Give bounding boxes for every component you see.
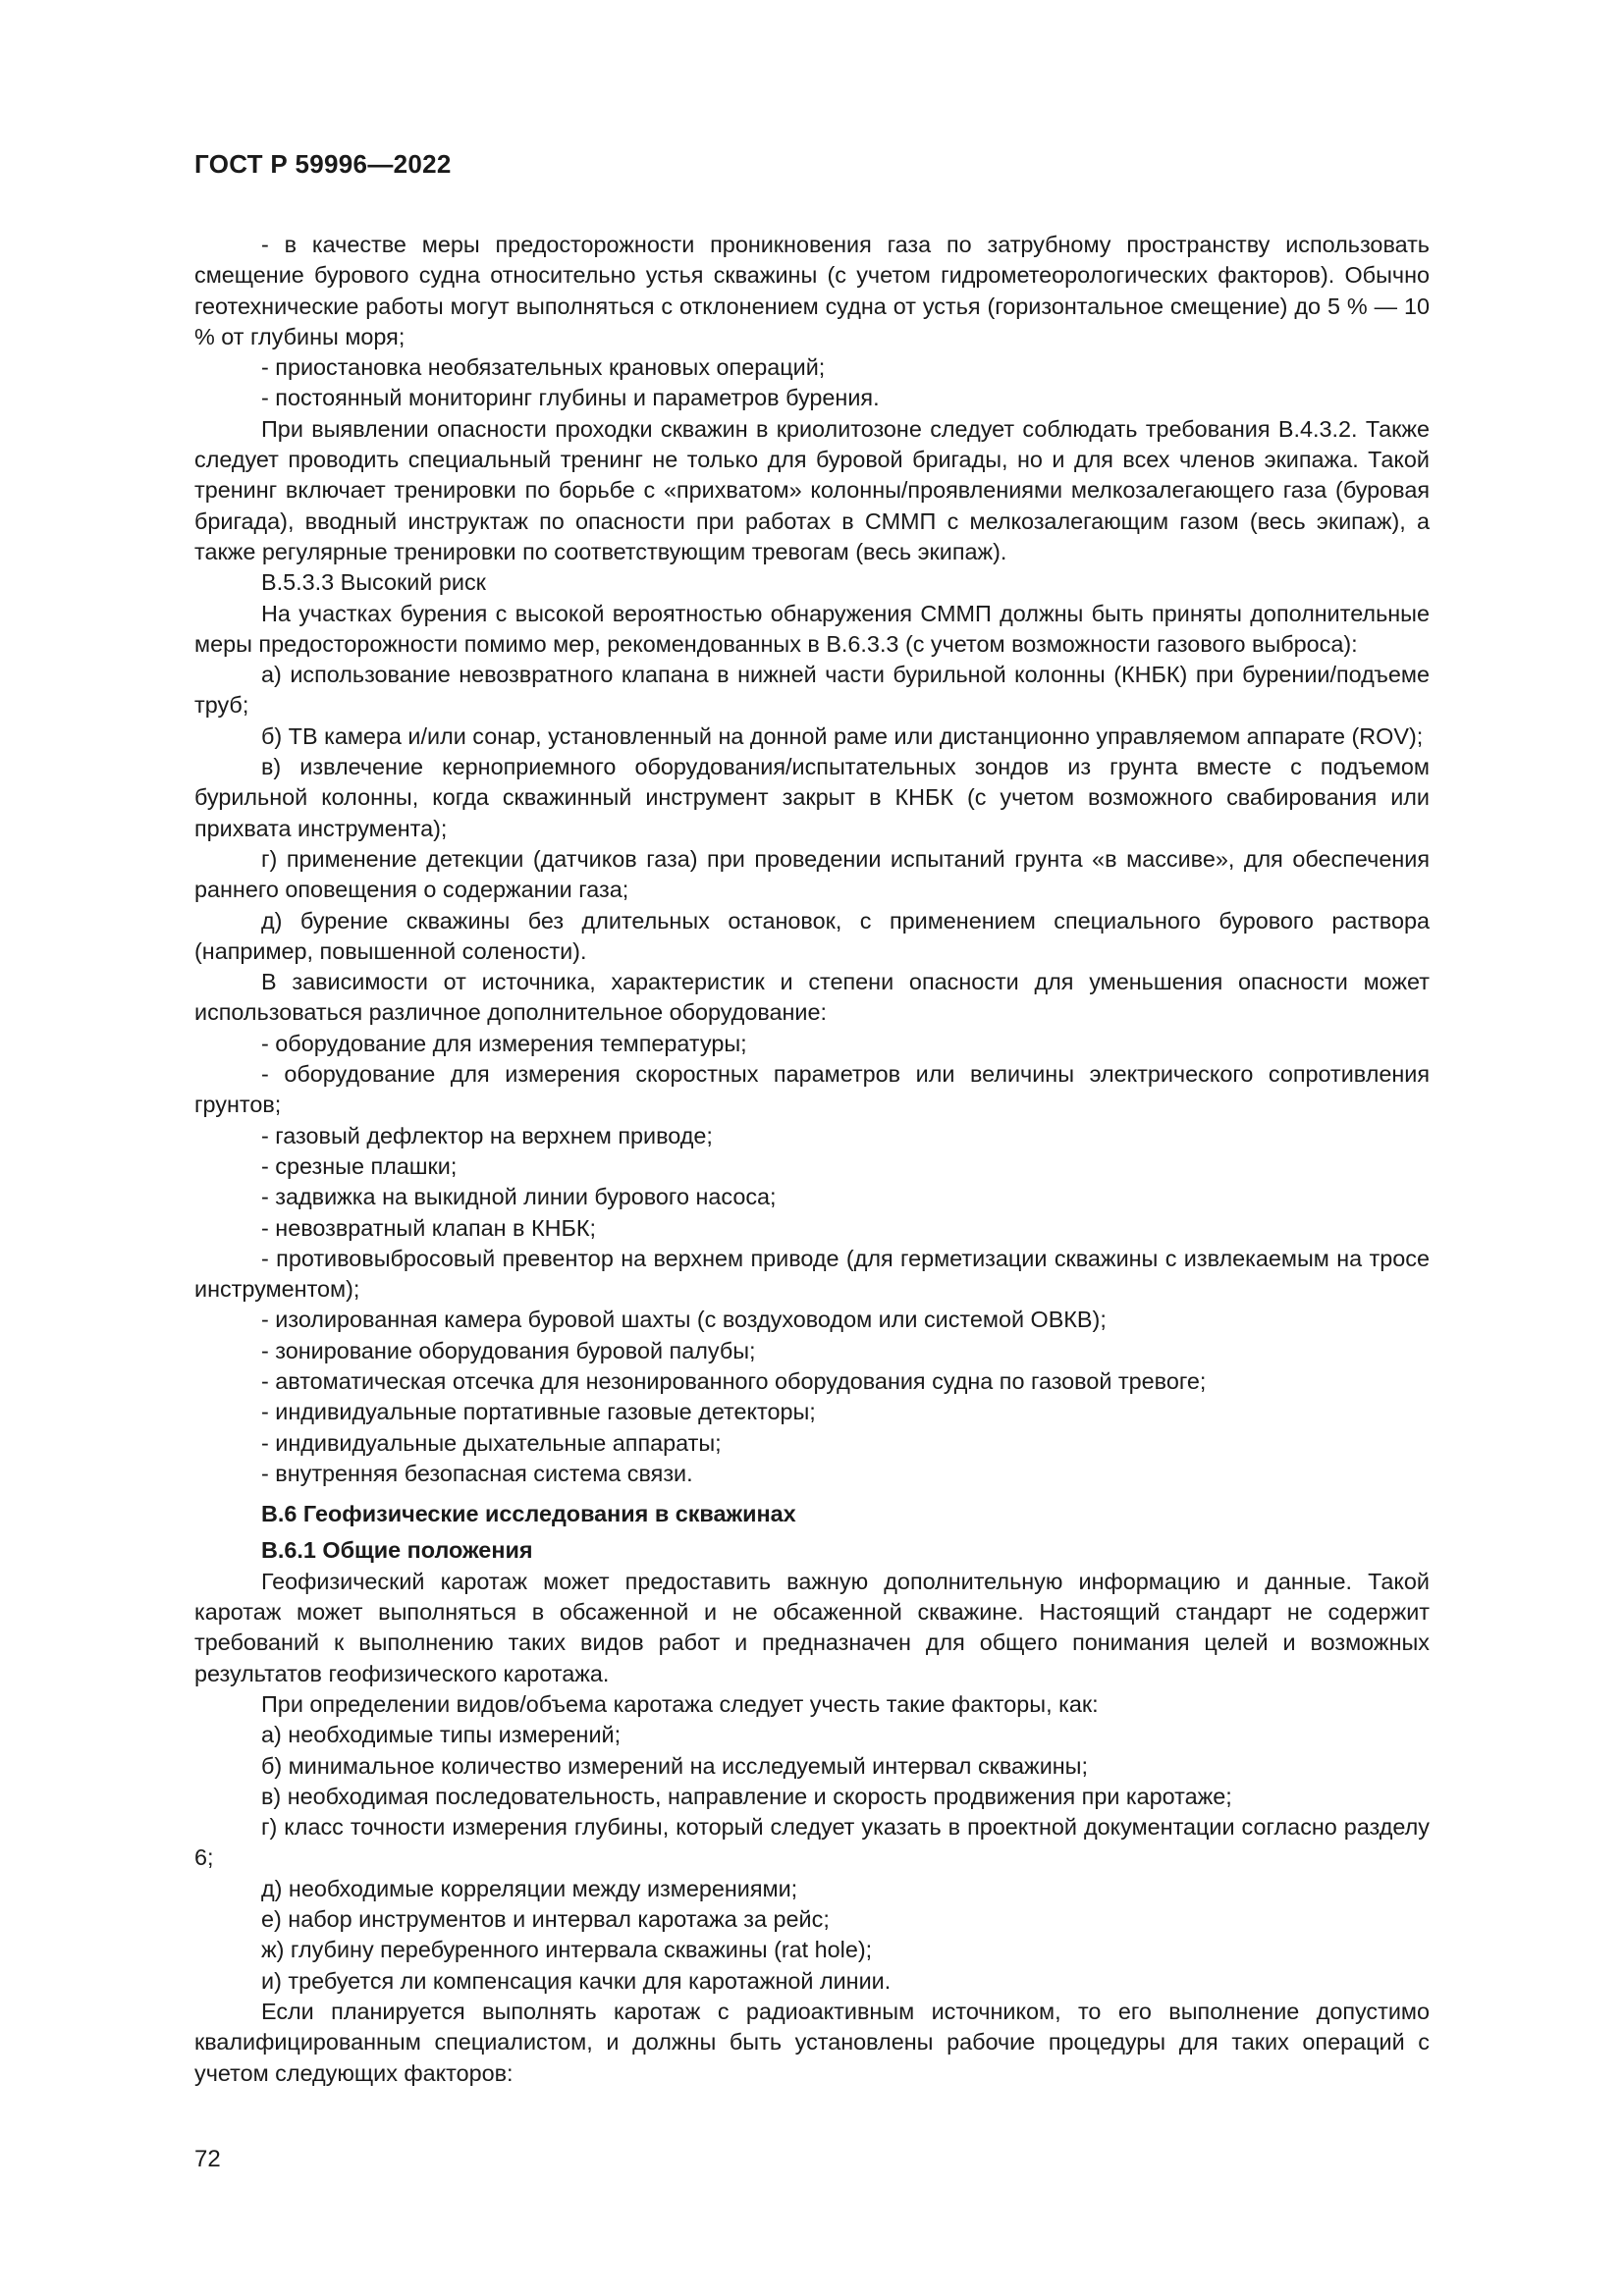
paragraph: - приостановка необязательных крановых операций; (261, 354, 826, 381)
paragraph: - в качестве меры предосторожности проникновения газа по затрубному пространству использовать смещение бурового судна относительно устья скважины (с учетом гидрометеорологических факторов). Обычно геотехнические работы могут выполняться с отклонением судна от устья (горизонтальное смещение) до 5 % — 10 % от глубины моря; (194, 232, 1430, 349)
paragraph: - индивидуальные дыхательные аппараты; (261, 1429, 722, 1456)
paragraph: - оборудование для измерения температуры; (261, 1030, 747, 1056)
paragraph: - задвижка на выкидной линии бурового насоса; (261, 1184, 777, 1210)
paragraph: - изолированная камера буровой шахты (с воздуховодом или системой ОВКВ); (261, 1307, 1107, 1333)
paragraph: - индивидуальные портативные газовые детекторы; (261, 1399, 816, 1425)
paragraph: - срезные плашки; (261, 1152, 458, 1179)
paragraph: - автоматическая отсечка для незонированного оборудования судна по газовой тревоге; (261, 1367, 1207, 1394)
paragraph: - оборудование для измерения скоростных параметров или величины электрического сопротивления грунтов; (194, 1061, 1430, 1118)
paragraph: д) бурение скважины без длительных остановок, с применением специального бурового раствора (например, повышенной солености). (194, 907, 1430, 964)
paragraph: В.5.3.3 Высокий риск (261, 569, 486, 596)
paragraph: ж) глубину перебуренного интервала скважины (rat hole); (261, 1937, 873, 1963)
paragraph: При определении видов/объема каротажа следует учесть такие факторы, как: (261, 1690, 1099, 1717)
document-header: ГОСТ Р 59996—2022 (194, 149, 452, 179)
paragraph: При выявлении опасности проходки скважин в криолитозоне следует соблюдать требования В.4.3.2. Также следует проводить специальный тренинг не только для буровой бригады, но и для всех членов экипажа. Такой тренинг включает тренировки по борьбе с «прихватом» колонны/проявлениями мелкозалегающего газа (буровая бригада), вводный инструктаж по опасности при работах в СММП с мелкозалегающим газом (весь экипаж), а также регулярные тренировки по соответствующим тревогам (весь экипаж). (194, 415, 1430, 564)
page-number: 72 (194, 2146, 221, 2172)
document-body (194, 230, 1430, 2089)
paragraph: г) применение детекции (датчиков газа) при проведении испытаний грунта «в массиве», для обеспечения раннего оповещения о содержании газа; (194, 845, 1430, 903)
paragraph: На участках бурения с высокой вероятностью обнаружения СММП должны быть приняты дополнительные меры предосторожности помимо мер, рекомендованных в В.6.3.3 (с учетом возможности газового выброса): (194, 600, 1430, 657)
paragraph: д) необходимые корреляции между измерениями; (261, 1875, 798, 1901)
paragraph: б) минимальное количество измерений на исследуемый интервал скважины; (261, 1752, 1088, 1779)
paragraph: г) класс точности измерения глубины, который следует указать в проектной документации согласно разделу 6; (194, 1814, 1430, 1871)
paragraph: - внутренняя безопасная система связи. (261, 1460, 693, 1486)
paragraph: б) ТВ камера и/или сонар, установленный на донной раме или дистанционно управляемом аппарате (ROV); (261, 722, 1424, 749)
paragraph: в) необходимая последовательность, направление и скорость продвижения при каротаже; (261, 1783, 1232, 1809)
paragraph: а) использование невозвратного клапана в нижней части бурильной колонны (КНБК) при бурении/подъеме труб; (194, 662, 1430, 719)
section-heading: В.6 Геофизические исследования в скважинах (261, 1501, 796, 1527)
paragraph: - постоянный мониторинг глубины и параметров бурения. (261, 385, 880, 411)
paragraph: - невозвратный клапан в КНБК; (261, 1214, 596, 1241)
paragraph: в) извлечение керноприемного оборудования/испытательных зондов из грунта вместе с подъемом бурильной колонны, когда скважинный инструмент закрыт в КНБК (с учетом возможного свабирования или прихвата инструмента); (194, 754, 1430, 841)
section-heading: В.6.1 Общие положения (261, 1537, 533, 1564)
paragraph: Геофизический каротаж может предоставить важную дополнительную информацию и данные. Такой каротаж может выполняться в обсаженной и не обсаженной скважине. Настоящий стандарт не содержит требований к выполнению таких видов работ и предназначен для общего понимания целей и возможных результатов геофизического каротажа. (194, 1568, 1430, 1686)
paragraph: а) необходимые типы измерений; (261, 1722, 622, 1748)
paragraph: Если планируется выполнять каротаж с радиоактивным источником, то его выполнение допустимо квалифицированным специалистом, и должны быть установлены рабочие процедуры для таких операций с учетом следующих факторов: (194, 1998, 1430, 2086)
paragraph: и) требуется ли компенсация качки для каротажной линии. (261, 1967, 892, 1994)
paragraph: - зонирование оборудования буровой палубы; (261, 1337, 756, 1363)
paragraph: В зависимости от источника, характеристик и степени опасности для уменьшения опасности может использоваться различное дополнительное оборудование: (194, 969, 1430, 1026)
paragraph: е) набор инструментов и интервал каротажа за рейс; (261, 1906, 830, 1933)
paragraph: - противовыбросовый превентор на верхнем приводе (для герметизации скважины с извлекаемым на тросе инструментом); (194, 1245, 1430, 1303)
paragraph: - газовый дефлектор на верхнем приводе; (261, 1122, 713, 1148)
